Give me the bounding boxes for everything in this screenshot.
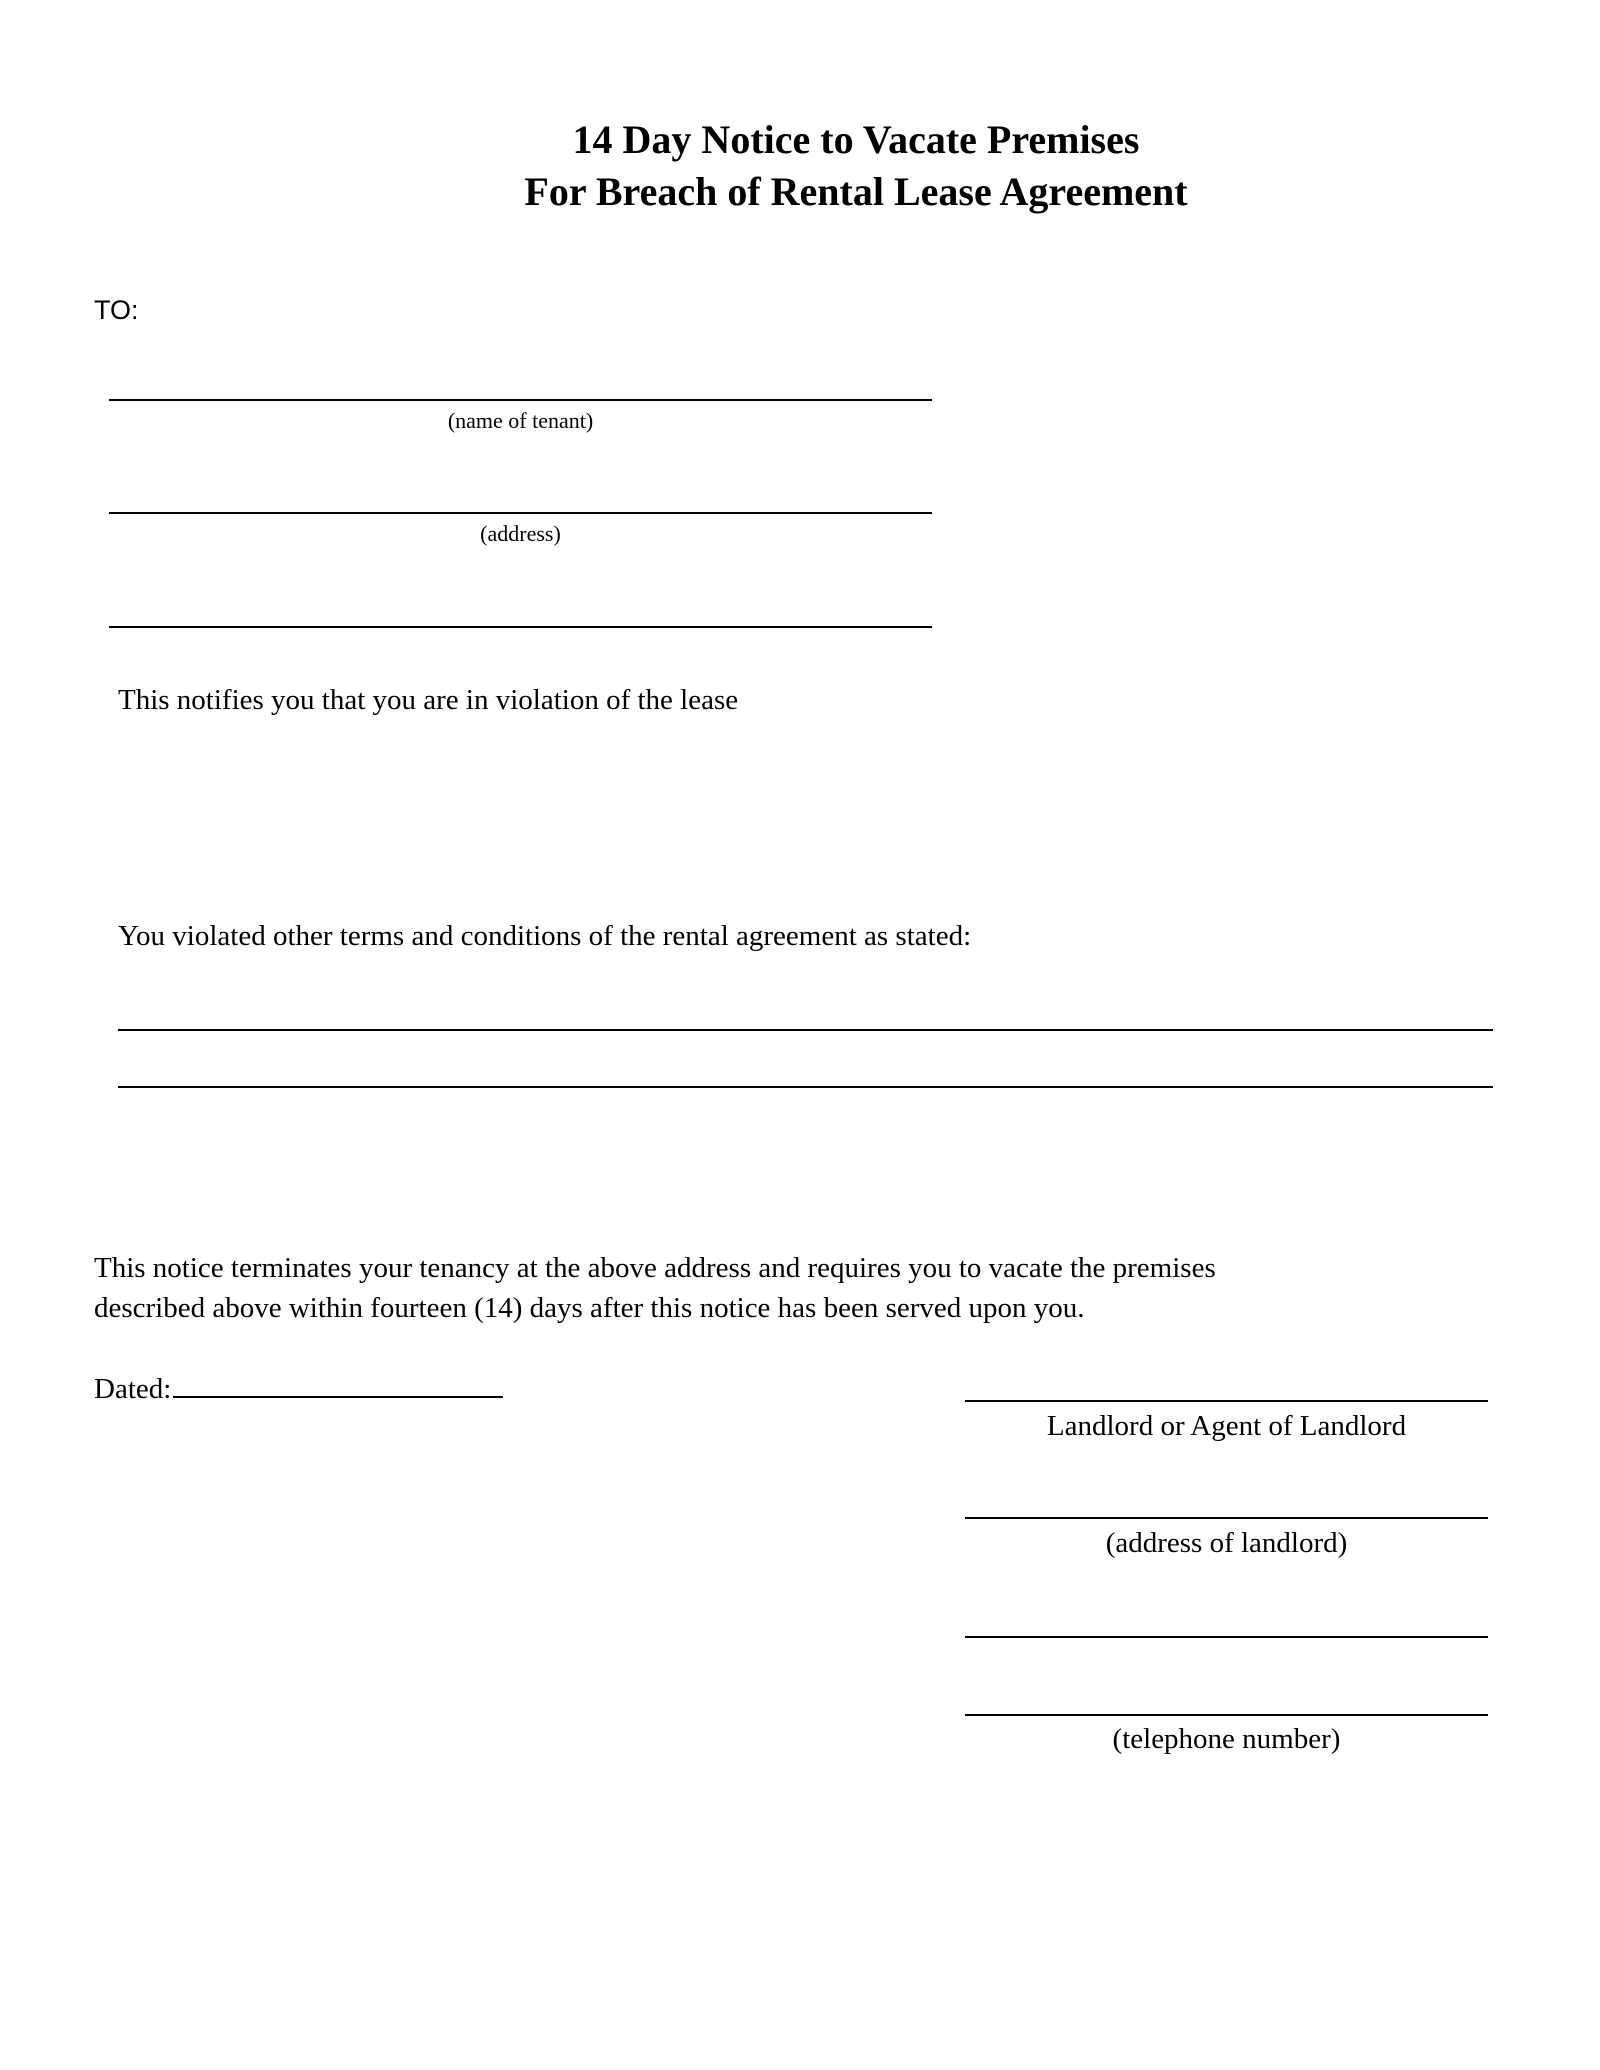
other-terms-line-2[interactable] [118,1086,1493,1088]
tenant-address-caption: (address) [480,521,561,546]
tenant-address-line-2[interactable] [109,626,932,628]
landlord-address-line-2[interactable] [965,1636,1488,1638]
violation-statement: This notifies you that you are in violation of the lease [118,684,739,716]
to-label: TO: [94,295,139,325]
document-title-line-1: 14 Day Notice to Vacate Premises [572,117,1140,162]
landlord-signature-caption: Landlord or Agent of Landlord [1046,1410,1407,1442]
landlord-address-line[interactable] [965,1517,1488,1519]
termination-text-line-1: This notice terminates your tenancy at the above address and requires you to vacate the premises [94,1252,1216,1284]
telephone-caption: (telephone number) [1112,1723,1341,1755]
tenant-name-caption: (name of tenant) [447,408,594,433]
tenant-name-line[interactable] [109,399,932,401]
dated-label: Dated: [94,1373,172,1405]
landlord-address-caption: (address of landlord) [1105,1527,1348,1559]
other-terms-line-1[interactable] [118,1029,1493,1031]
termination-text-line-2: described above within fourteen (14) days after this notice has been served upon you. [94,1292,1085,1324]
dated-field [94,1368,503,1409]
telephone-line[interactable] [965,1714,1488,1716]
other-terms-statement: You violated other terms and conditions of the rental agreement as stated: [118,920,972,952]
tenant-address-line[interactable] [109,512,932,514]
dated-line[interactable] [173,1368,503,1398]
document-title-line-2: For Breach of Rental Lease Agreement [524,169,1188,214]
landlord-signature-line[interactable] [965,1400,1488,1402]
